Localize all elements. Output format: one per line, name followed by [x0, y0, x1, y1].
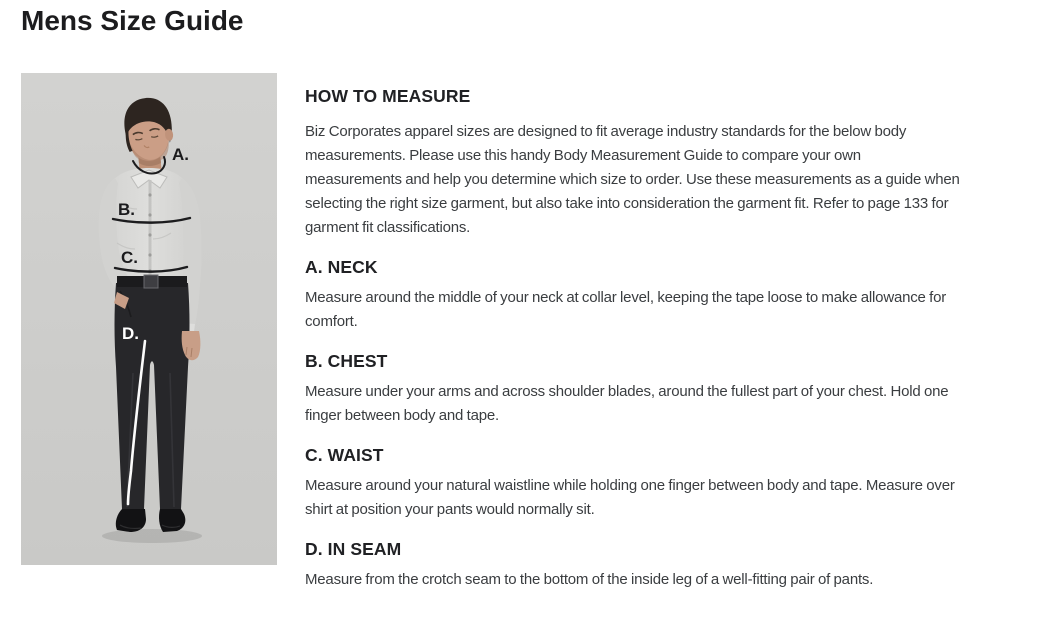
section-body-waist: Measure around your natural waistline while holding one finger between body and tape. Measure over shirt at position your pants would normally sit. [305, 477, 955, 518]
floor-shadow [102, 529, 202, 543]
section-body-chest: Measure under your arms and across shoulder blades, around the fullest part of your chest. Hold one finger between body and tape. [305, 383, 949, 424]
section-how-to-measure [305, 85, 965, 240]
section-inseam [305, 538, 965, 592]
man-measurement-illustration [21, 73, 277, 565]
section-heading-neck: A. NECK [305, 257, 378, 277]
section-waist [305, 444, 965, 522]
section-chest [305, 350, 965, 428]
section-heading-inseam: D. IN SEAM [305, 539, 402, 559]
page-title: Mens Size Guide [21, 5, 244, 36]
photo-label-waist: C. [121, 248, 138, 267]
section-heading-how-to-measure: HOW TO MEASURE [305, 86, 471, 106]
section-neck [305, 256, 965, 334]
photo-label-chest: B. [118, 200, 135, 219]
section-body-inseam: Measure from the crotch seam to the bottom of the inside leg of a well-fitting pair of pants. [305, 571, 874, 588]
section-body-neck: Measure around the middle of your neck at collar level, keeping the tape loose to make allowance for comfort. [305, 289, 947, 330]
section-heading-chest: B. CHEST [305, 351, 388, 371]
photo-label-neck: A. [172, 145, 189, 164]
measure-guide-content [305, 85, 965, 592]
section-heading-waist: C. WAIST [305, 445, 384, 465]
belt-buckle [144, 275, 158, 288]
section-body-how-to-measure: Biz Corporates apparel sizes are designed to fit average industry standards for the below body measurements. Please use this handy Body Measurement Guide to compare your own measurements and help you determine which size to order. Use these measurements as a guide when selecting the right size garment, but also take into consideration the garment fit. Refer to page 133 for garment fit classifications. [305, 123, 960, 236]
photo-label-inseam: D. [122, 324, 139, 343]
measurement-photo [21, 73, 277, 565]
